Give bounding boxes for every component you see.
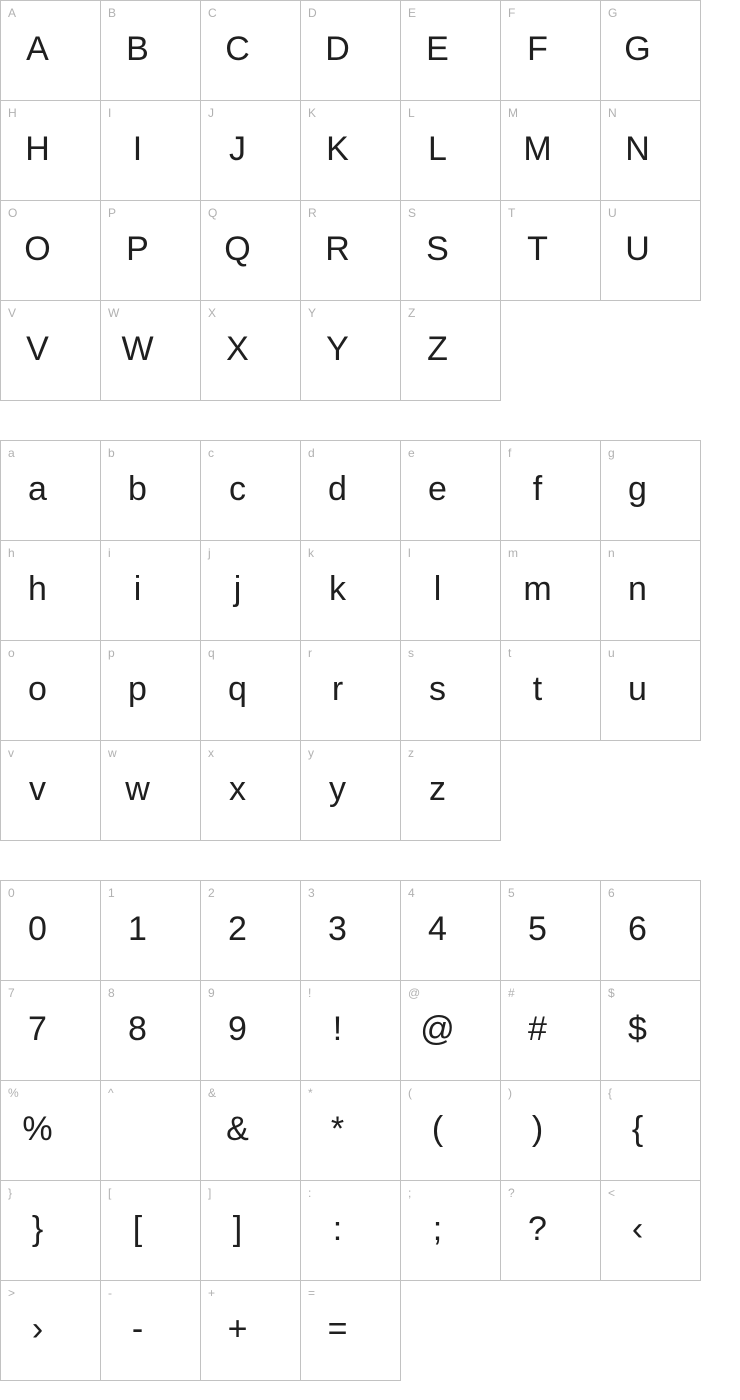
cell-corner-label: A — [8, 6, 17, 20]
glyph-cell — [201, 301, 301, 401]
cell-corner-label: B — [108, 6, 117, 20]
cell-glyph-preview: G — [624, 29, 651, 68]
cell-glyph-preview: E — [426, 29, 449, 68]
cell-glyph-preview: h — [28, 569, 47, 608]
cell-corner-label: d — [308, 446, 316, 460]
cell-glyph-preview: O — [24, 229, 51, 268]
glyph-row — [1, 301, 701, 401]
cell-glyph-preview: - — [131, 1309, 144, 1348]
glyph-cell — [1, 201, 101, 301]
glyph-row — [1, 441, 701, 541]
glyph-cell — [301, 981, 401, 1081]
glyph-cell — [501, 881, 601, 981]
cell-glyph-preview: n — [628, 569, 647, 608]
cell-corner-label: 1 — [108, 886, 116, 900]
glyph-cell — [501, 1181, 601, 1281]
cell-glyph-preview: ] — [232, 1209, 243, 1248]
cell-corner-label: & — [208, 1086, 217, 1100]
glyph-cell — [401, 441, 501, 541]
glyph-cell — [1, 441, 101, 541]
cell-glyph-preview: L — [428, 129, 447, 168]
cell-glyph-preview: z — [429, 769, 446, 808]
glyph-cell — [201, 881, 301, 981]
glyph-cell — [501, 441, 601, 541]
glyph-cell — [501, 541, 601, 641]
cell-corner-label: } — [8, 1186, 13, 1200]
cell-glyph-preview: : — [332, 1209, 343, 1248]
glyph-cell — [201, 1081, 301, 1181]
cell-glyph-preview: Q — [224, 229, 251, 268]
cell-glyph-preview: k — [329, 569, 346, 608]
cell-corner-label: < — [608, 1186, 616, 1200]
cell-glyph-preview: j — [233, 569, 242, 608]
cell-corner-label: : — [308, 1186, 312, 1200]
cell-corner-label: S — [408, 206, 417, 220]
cell-glyph-preview: r — [331, 669, 344, 708]
glyph-cell — [501, 981, 601, 1081]
cell-glyph-preview: › — [31, 1309, 44, 1348]
glyph-cell — [601, 881, 701, 981]
glyph-row — [1, 541, 701, 641]
glyph-cell — [401, 101, 501, 201]
cell-glyph-preview: 5 — [528, 909, 547, 948]
cell-glyph-preview: 6 — [628, 909, 647, 948]
cell-corner-label: s — [408, 646, 415, 660]
cell-corner-label: Z — [408, 306, 416, 320]
cell-glyph-preview: 7 — [28, 1009, 47, 1048]
glyph-cell — [101, 881, 201, 981]
glyph-cell — [201, 541, 301, 641]
cell-glyph-preview: v — [29, 769, 46, 808]
cell-glyph-preview: e — [428, 469, 447, 508]
cell-corner-label: p — [108, 646, 116, 660]
cell-glyph-preview: ( — [431, 1109, 444, 1148]
cell-corner-label: 9 — [208, 986, 216, 1000]
cell-corner-label: t — [508, 646, 512, 660]
glyph-cell — [101, 441, 201, 541]
cell-glyph-preview: M — [523, 129, 552, 168]
cell-glyph-preview: K — [326, 129, 349, 168]
glyph-cell — [601, 1, 701, 101]
glyph-cell — [301, 881, 401, 981]
glyph-cell — [401, 741, 501, 841]
cell-corner-label: > — [8, 1286, 16, 1300]
cell-corner-label: g — [608, 446, 616, 460]
glyph-cell — [301, 101, 401, 201]
cell-glyph-preview: W — [121, 329, 154, 368]
cell-glyph-preview: d — [328, 469, 347, 508]
glyph-cell — [1, 1281, 101, 1381]
glyph-cell — [1, 741, 101, 841]
cell-corner-label: L — [408, 106, 416, 120]
cell-corner-label: a — [8, 446, 16, 460]
glyph-row — [1, 741, 701, 841]
glyph-cell — [301, 541, 401, 641]
cell-corner-label: h — [8, 546, 16, 560]
glyph-cell — [201, 441, 301, 541]
glyph-cell — [501, 1, 601, 101]
glyph-cell — [1, 881, 101, 981]
cell-glyph-preview: } — [31, 1209, 44, 1248]
cell-glyph-preview: g — [628, 469, 647, 508]
cell-corner-label: # — [508, 986, 516, 1000]
glyph-cell — [401, 201, 501, 301]
cell-corner-label: ] — [208, 1186, 212, 1200]
cell-corner-label: = — [308, 1286, 316, 1300]
glyph-cell — [201, 641, 301, 741]
cell-glyph-preview: + — [227, 1309, 248, 1348]
cell-glyph-preview: A — [26, 29, 49, 68]
glyph-cell — [401, 541, 501, 641]
glyph-cell — [101, 641, 201, 741]
glyph-cell — [101, 101, 201, 201]
glyph-row — [1, 1, 701, 101]
glyph-cell — [501, 201, 601, 301]
glyph-cell — [201, 981, 301, 1081]
cell-corner-label: M — [508, 106, 519, 120]
glyph-cell — [1, 101, 101, 201]
cell-glyph-preview: I — [132, 129, 143, 168]
cell-corner-label: b — [108, 446, 116, 460]
cell-glyph-preview: % — [22, 1109, 53, 1148]
cell-corner-label: R — [308, 206, 318, 220]
glyph-cell — [1, 1081, 101, 1181]
cell-glyph-preview: * — [330, 1109, 345, 1148]
cell-glyph-preview: D — [325, 29, 350, 68]
glyph-row — [1, 641, 701, 741]
cell-corner-label: r — [308, 646, 313, 660]
cell-corner-label: l — [408, 546, 412, 560]
cell-corner-label: V — [8, 306, 17, 320]
glyph-cell — [501, 641, 601, 741]
glyph-cell — [301, 441, 401, 541]
glyph-cell — [101, 201, 201, 301]
cell-corner-label: O — [8, 206, 18, 220]
glyph-table-numbers-symbols — [0, 880, 701, 1381]
cell-corner-label: $ — [608, 986, 616, 1000]
glyph-cell — [601, 541, 701, 641]
cell-corner-label: ) — [508, 1086, 513, 1100]
cell-corner-label: 4 — [408, 886, 416, 900]
cell-corner-label: { — [608, 1086, 613, 1100]
cell-corner-label: ; — [408, 1186, 412, 1200]
glyph-cell — [601, 981, 701, 1081]
cell-glyph-preview: S — [426, 229, 449, 268]
glyph-cell — [1, 641, 101, 741]
glyph-row — [1, 1281, 701, 1381]
cell-glyph-preview: c — [229, 469, 246, 508]
cell-corner-label: z — [408, 746, 415, 760]
cell-glyph-preview: F — [527, 29, 548, 68]
cell-corner-label: m — [508, 546, 519, 560]
cell-glyph-preview: ; — [432, 1209, 443, 1248]
glyph-cell — [1, 1181, 101, 1281]
glyph-cell — [201, 1181, 301, 1281]
cell-corner-label: q — [208, 646, 216, 660]
cell-glyph-preview: o — [28, 669, 47, 708]
cell-corner-label: F — [508, 6, 516, 20]
cell-glyph-preview: [ — [132, 1209, 143, 1248]
cell-glyph-preview: X — [226, 329, 249, 368]
glyph-row — [1, 981, 701, 1081]
cell-corner-label: w — [108, 746, 118, 760]
cell-corner-label: [ — [108, 1186, 112, 1200]
cell-corner-label: ^ — [108, 1086, 115, 1100]
cell-corner-label: W — [108, 306, 120, 320]
cell-glyph-preview: $ — [628, 1009, 647, 1048]
glyph-cell — [301, 201, 401, 301]
cell-corner-label: Q — [208, 206, 218, 220]
cell-corner-label: y — [308, 746, 315, 760]
cell-corner-label: f — [508, 446, 512, 460]
glyph-cell — [101, 541, 201, 641]
cell-corner-label: u — [608, 646, 616, 660]
cell-corner-label: ? — [508, 1186, 516, 1200]
cell-glyph-preview: u — [628, 669, 647, 708]
cell-corner-label: n — [608, 546, 616, 560]
cell-corner-label: @ — [408, 986, 421, 1000]
glyph-cell — [101, 1, 201, 101]
cell-corner-label: C — [208, 6, 218, 20]
cell-corner-label: 2 — [208, 886, 216, 900]
cell-glyph-preview: B — [126, 29, 149, 68]
cell-glyph-preview: x — [229, 769, 246, 808]
glyph-cell — [1, 981, 101, 1081]
glyph-cell — [601, 201, 701, 301]
cell-corner-label: 8 — [108, 986, 116, 1000]
cell-glyph-preview: Z — [427, 329, 448, 368]
cell-corner-label: x — [208, 746, 215, 760]
cell-corner-label: j — [208, 546, 212, 560]
glyph-row — [1, 881, 701, 981]
cell-glyph-preview: 1 — [128, 909, 147, 948]
cell-corner-label: D — [308, 6, 318, 20]
cell-corner-label: 3 — [308, 886, 316, 900]
cell-glyph-preview: T — [527, 229, 548, 268]
glyph-cell — [101, 981, 201, 1081]
cell-corner-label: v — [8, 746, 15, 760]
glyph-cell — [401, 641, 501, 741]
cell-corner-label: H — [8, 106, 18, 120]
glyph-cell — [301, 1, 401, 101]
glyph-row — [1, 1181, 701, 1281]
glyph-cell — [401, 881, 501, 981]
cell-glyph-preview: { — [631, 1109, 644, 1148]
glyph-cell — [201, 1281, 301, 1381]
cell-glyph-preview: # — [528, 1009, 547, 1048]
glyph-cell — [301, 1181, 401, 1281]
cell-corner-label: Y — [308, 306, 317, 320]
glyph-cell — [1, 301, 101, 401]
cell-glyph-preview: ? — [528, 1209, 547, 1248]
cell-corner-label: N — [608, 106, 618, 120]
cell-glyph-preview: t — [532, 669, 543, 708]
glyph-cell — [201, 201, 301, 301]
glyph-row — [1, 101, 701, 201]
cell-glyph-preview: 2 — [228, 909, 247, 948]
glyph-cell — [601, 641, 701, 741]
glyph-table-uppercase — [0, 0, 701, 401]
glyph-cell — [301, 641, 401, 741]
cell-glyph-preview: q — [228, 669, 247, 708]
cell-corner-label: 7 — [8, 986, 16, 1000]
glyph-cell — [301, 1081, 401, 1181]
glyph-cell — [601, 1081, 701, 1181]
cell-corner-label: e — [408, 446, 416, 460]
glyph-cell — [301, 301, 401, 401]
glyph-cell — [401, 1, 501, 101]
cell-glyph-preview: 4 — [428, 909, 447, 948]
cell-glyph-preview: 0 — [28, 909, 47, 948]
cell-corner-label: ! — [308, 986, 312, 1000]
glyph-row — [1, 201, 701, 301]
cell-glyph-preview: C — [225, 29, 250, 68]
glyph-cell — [501, 1081, 601, 1181]
glyph-cell — [401, 1181, 501, 1281]
cell-glyph-preview: p — [128, 669, 147, 708]
cell-glyph-preview: f — [532, 469, 543, 508]
cell-glyph-preview: R — [325, 229, 350, 268]
cell-corner-label: 0 — [8, 886, 16, 900]
glyph-cell — [101, 301, 201, 401]
cell-glyph-preview: 3 — [328, 909, 347, 948]
cell-corner-label: o — [8, 646, 16, 660]
glyph-cell — [101, 1181, 201, 1281]
cell-glyph-preview: U — [625, 229, 650, 268]
cell-glyph-preview: & — [226, 1109, 249, 1148]
cell-corner-label: k — [308, 546, 315, 560]
cell-glyph-preview: i — [133, 569, 142, 608]
cell-glyph-preview — [101, 1081, 174, 1176]
cell-glyph-preview: 9 — [228, 1009, 247, 1048]
cell-corner-label: 6 — [608, 886, 616, 900]
cell-glyph-preview: y — [329, 769, 346, 808]
glyph-cell — [601, 101, 701, 201]
glyph-cell — [101, 1081, 201, 1181]
cell-glyph-preview: P — [126, 229, 149, 268]
glyph-cell — [201, 1, 301, 101]
glyph-cell — [501, 101, 601, 201]
cell-corner-label: J — [208, 106, 215, 120]
cell-glyph-preview: V — [26, 329, 49, 368]
glyph-cell — [1, 1, 101, 101]
cell-corner-label: % — [8, 1086, 20, 1100]
cell-glyph-preview: l — [433, 569, 442, 608]
cell-corner-label: T — [508, 206, 516, 220]
cell-glyph-preview: s — [429, 669, 446, 708]
glyph-table-lowercase — [0, 440, 701, 841]
cell-glyph-preview: a — [28, 469, 47, 508]
cell-glyph-preview: @ — [420, 1009, 455, 1048]
cell-glyph-preview: ‹ — [631, 1209, 644, 1248]
cell-glyph-preview: 8 — [128, 1009, 147, 1048]
cell-glyph-preview: w — [125, 769, 150, 808]
cell-corner-label: K — [308, 106, 317, 120]
cell-corner-label: + — [208, 1286, 216, 1300]
glyph-row — [1, 1081, 701, 1181]
glyph-cell — [201, 101, 301, 201]
cell-corner-label: - — [108, 1286, 113, 1300]
cell-corner-label: c — [208, 446, 215, 460]
glyph-cell — [301, 1281, 401, 1381]
glyph-cell — [401, 981, 501, 1081]
cell-corner-label: 5 — [508, 886, 516, 900]
glyph-cell — [601, 441, 701, 541]
cell-corner-label: ( — [408, 1086, 413, 1100]
cell-corner-label: P — [108, 206, 117, 220]
cell-glyph-preview: ) — [531, 1109, 544, 1148]
cell-corner-label: E — [408, 6, 417, 20]
cell-corner-label: * — [308, 1086, 314, 1100]
cell-glyph-preview: H — [25, 129, 50, 168]
glyph-cell — [401, 301, 501, 401]
cell-corner-label: U — [608, 206, 618, 220]
glyph-cell — [101, 741, 201, 841]
glyph-cell — [101, 1281, 201, 1381]
cell-glyph-preview: J — [229, 129, 246, 168]
glyph-cell — [201, 741, 301, 841]
glyph-cell — [1, 541, 101, 641]
glyph-cell — [601, 1181, 701, 1281]
cell-glyph-preview: ! — [332, 1009, 343, 1048]
cell-glyph-preview: Y — [326, 329, 349, 368]
cell-corner-label: i — [108, 546, 112, 560]
glyph-cell — [401, 1081, 501, 1181]
cell-glyph-preview: N — [625, 129, 650, 168]
cell-glyph-preview: m — [523, 569, 552, 608]
cell-glyph-preview: b — [128, 469, 147, 508]
cell-corner-label: X — [208, 306, 217, 320]
glyph-cell — [301, 741, 401, 841]
cell-corner-label: I — [108, 106, 112, 120]
cell-glyph-preview: = — [327, 1309, 348, 1348]
cell-corner-label: G — [608, 6, 618, 20]
